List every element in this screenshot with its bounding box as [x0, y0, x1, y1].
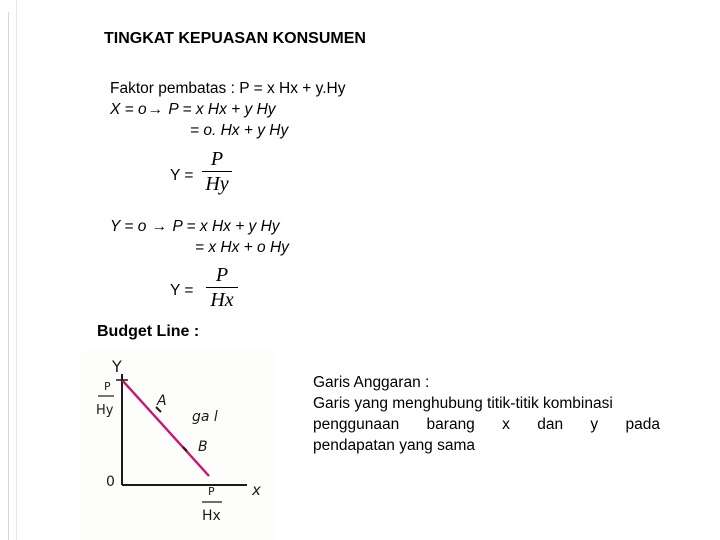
y-zero-line: [110, 218, 280, 236]
x-zero-text: X = o: [110, 101, 147, 118]
description-line: pendapatan yang sama: [313, 437, 476, 454]
y-zero-equation: P = x Hx + y Hy: [168, 218, 280, 235]
x-axis-label: x: [252, 481, 261, 499]
sketch-paper: [82, 350, 276, 540]
fraction-numerator: P: [210, 148, 224, 170]
y-equals-label: Y =: [170, 167, 194, 184]
constraint-equation: Faktor pembatas : P = x Hx + y.Hy: [110, 80, 346, 97]
y-intercept-denominator: Hy: [96, 403, 114, 418]
fraction-p-over-hx: [206, 264, 238, 311]
budget-line-heading: Budget Line :: [97, 323, 200, 340]
arrow-icon: →: [151, 218, 168, 235]
x-zero-equation: P = x Hx + y Hy: [164, 101, 276, 118]
description-line: penggunaan barang x dan y pada: [313, 416, 660, 433]
point-a-label: A: [157, 393, 167, 409]
fraction-bar: [202, 171, 232, 172]
x-zero-line: [110, 101, 276, 119]
point-b-label: B: [198, 439, 208, 455]
line-label: ga l: [192, 409, 218, 425]
y-axis-label: Y: [112, 357, 122, 376]
origin-label: 0: [106, 474, 115, 490]
y-equals-label-2: Y =: [170, 282, 194, 299]
budget-line-description: [313, 372, 660, 456]
x-intercept-numerator: P: [208, 485, 215, 498]
fraction-bar: [206, 287, 238, 288]
y-zero-text: Y = o: [110, 218, 151, 235]
slide-border-line-outer: [16, 0, 17, 540]
y-intercept-numerator: P: [104, 380, 111, 393]
x-intercept-denominator: Hx: [202, 508, 221, 524]
fraction-numerator: P: [215, 264, 229, 286]
x-zero-substitution: = o. Hx + y Hy: [190, 122, 289, 139]
fraction-denominator: Hy: [205, 173, 229, 195]
description-heading: Garis Anggaran :: [313, 374, 430, 391]
fraction-p-over-hy: [202, 148, 232, 195]
page-title: TINGKAT KEPUASAN KONSUMEN: [104, 30, 366, 47]
y-zero-substitution: = x Hx + o Hy: [195, 239, 289, 256]
fraction-denominator: Hx: [210, 289, 234, 311]
budget-line-sketch: [82, 350, 276, 540]
description-line: Garis yang menghubung titik-titik kombinasi: [313, 395, 613, 412]
slide-border-line: [8, 12, 9, 540]
arrow-icon: →: [147, 101, 164, 118]
